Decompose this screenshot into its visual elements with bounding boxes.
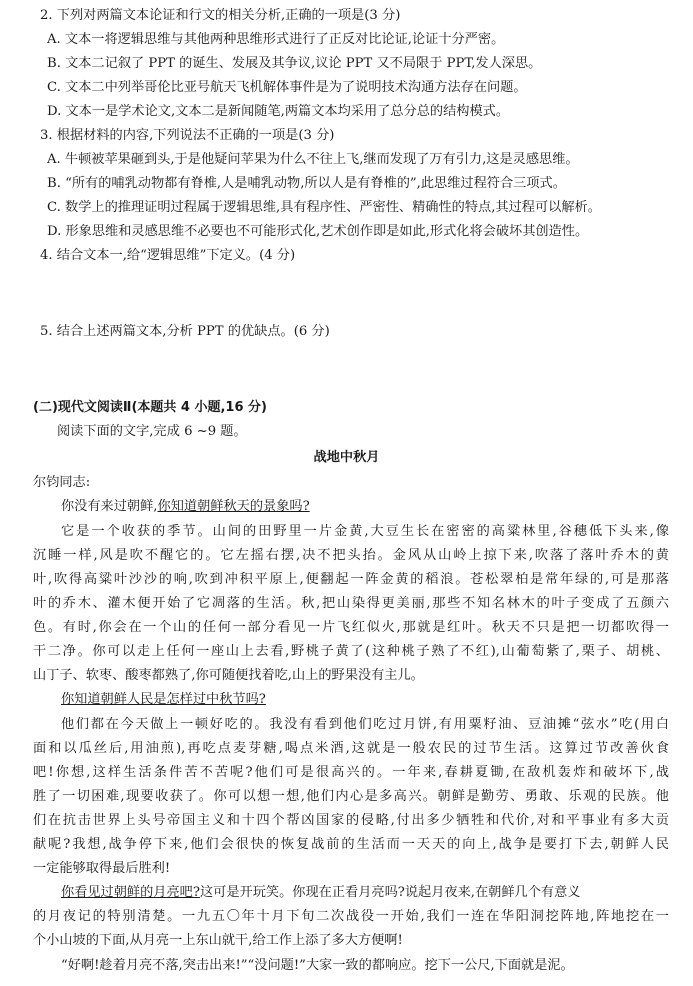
section-instruction: 阅读下面的文字,完成 6 ~9 题。 <box>57 424 247 439</box>
paragraph-2-line: 山丁子、软枣、酸枣都熟了,你可随便找着吃,山上的野果没有主儿。 <box>33 668 424 683</box>
question-5: 5. 结合上述两篇文本,分析 PPT 的优缺点。(6 分) <box>40 324 330 339</box>
question-2-option-d: D. 文本一是学术论文,文本二是新闻随笔,两篇文本均采用了总分总的结构模式。 <box>47 104 510 119</box>
question-2-option-c: C. 文本二中列举哥伦比亚号航天飞机解体事件是为了说明技术沟通方法存在问题。 <box>47 80 527 95</box>
paragraph-4-line: 面和以瓜丝后,用油煎),再吃点麦芽糖,喝点米酒,这就是一般农民的过节生活。这算过节改善伙食 <box>33 741 669 756</box>
paragraph-2-line: 它是一个收获的季节。山间的田野里一片金黄,大豆生长在密密的高粱林里,谷穗低下头来,像 <box>61 524 669 539</box>
question-2-option-b: B. 文本二记叙了 PPT 的诞生、发展及其争议,议论 PPT 又不局限于 PPT,发人深思。 <box>47 56 542 71</box>
paragraph-6-line: “好啊!趁着月亮不落,突击出来!”“没问题!”大家一致的都响应。挖下一公尺,下面就是泥。 <box>61 958 574 973</box>
question-4: 4. 结合文本一,给“逻辑思维”下定义。(4 分) <box>40 248 296 263</box>
question-3-option-c: C. 数学上的推理证明过程属于逻辑思维,具有程序性、严密性、精确性的特点,其过程可以解析。 <box>47 200 601 215</box>
question-2-option-a: A. 文本一将逻辑思维与其他两种思维形式进行了正反对比论证,论证十分严密。 <box>47 32 505 47</box>
paragraph-2-line: 叶的乔木、灌木便开始了它凋落的生活。秋,把山染得更美丽,那些不知名林木的叶子变成了五颜六 <box>33 596 669 611</box>
paragraph-2-line: 叶,吹得高粱叶沙沙的响,吹到冲积平原上,便翻起一阵金黄的稻浪。苍松翠柏是常年绿的,可是那落 <box>33 572 669 587</box>
paragraph-5-underlined-question: 你看见过朝鲜的月亮吧? <box>61 885 200 900</box>
question-3-option-b: B. “所有的哺乳动物都有脊椎,人是哺乳动物,所以人是有脊椎的”,此思维过程符合三项式。 <box>47 176 566 191</box>
paragraph-2-line: 沉睡一样,风是吹不醒它的。它左摇右摆,决不把头抬。金风从山岭上掠下来,吹落了落叶乔木的黄 <box>33 548 669 563</box>
section-heading: (二)现代文阅读Ⅱ(本题共 4 小题,16 分) <box>33 400 267 415</box>
question-3-stem: 3. 根据材料的内容,下列说法不正确的一项是(3 分) <box>40 128 335 143</box>
paragraph-4-line: 他们都在今天做上一顿好吃的。我没有看到他们吃过月饼,有用粟籽油、豆油摊“弦水”吃(用白 <box>61 717 669 732</box>
paragraph-4-line: 胜了一切困难,现要收获了。你可以想一想,他们内心是多高兴。朝鲜是勤劳、勇敢、乐观的民族。他 <box>33 789 669 804</box>
paragraph-4-line: 一定能够取得最后胜利! <box>33 861 171 876</box>
question-2-stem: 2. 下列对两篇文本论证和行文的相关分析,正确的一项是(3 分) <box>40 8 401 23</box>
article-title: 战地中秋月 <box>313 450 380 465</box>
question-3-option-d: D. 形象思维和灵感思维不必要也不可能形式化,艺术创作即是如此,形式化将会破坏其创造性。 <box>47 224 589 239</box>
paragraph-2-line: 干二净。你可以走上任何一座山上去看,野桃子黄了(这种桃子熟了不红),山葡萄紫了,栗子、胡桃、 <box>33 644 669 659</box>
paragraph-4-line: 们在抗击世界上头号帝国主义和十四个帮凶国家的侵略,付出多少牺牲和代价,对和平事业有多大贡 <box>33 813 669 828</box>
paragraph-4-line: 吧!你想,这样生活条件苦不苦呢?他们可是很高兴的。一年来,春耕夏锄,在敌机轰炸和破坏下,战 <box>33 765 669 780</box>
paragraph-1 <box>61 498 310 516</box>
paragraph-1-underlined-question: 你知道朝鲜秋天的景象吗? <box>157 499 310 514</box>
paragraph-5-first-line <box>61 884 580 902</box>
paragraph-5-line: 的月夜记的特别清楚。一九五〇年十月下旬二次战役一开始,我们一连在华阳洞挖阵地,阵地挖在一 <box>33 909 669 924</box>
letter-salutation: 尔钧同志: <box>33 475 91 490</box>
paragraph-3-underlined-question: 你知道朝鲜人民是怎样过中秋节吗? <box>61 692 266 707</box>
question-3-option-a: A. 牛顿被苹果砸到头,于是他疑问苹果为什么不往上飞,继而发现了万有引力,这是灵感思维。 <box>47 152 579 167</box>
paragraph-1-lead: 你没有来过朝鲜, <box>61 499 158 514</box>
paragraph-5-lead: 这可是开玩笑。你现在正看月亮吗?说起月夜来,在朝鲜几个有意义 <box>199 885 581 900</box>
paragraph-2-line: 色。有时,你会在一个山的任何一部分看见一片飞红似火,那就是红叶。秋天不只是把一切都吹得一 <box>33 620 669 635</box>
paragraph-5-line: 个小山坡的下面,从月亮一上东山就干,给工作上添了多大方便啊! <box>33 933 403 948</box>
paragraph-4-line: 献呢?我想,战争停下来,他们会很快的恢复战前的生活而一天天的向上,战争是要打下去,朝鲜人民 <box>33 837 669 852</box>
